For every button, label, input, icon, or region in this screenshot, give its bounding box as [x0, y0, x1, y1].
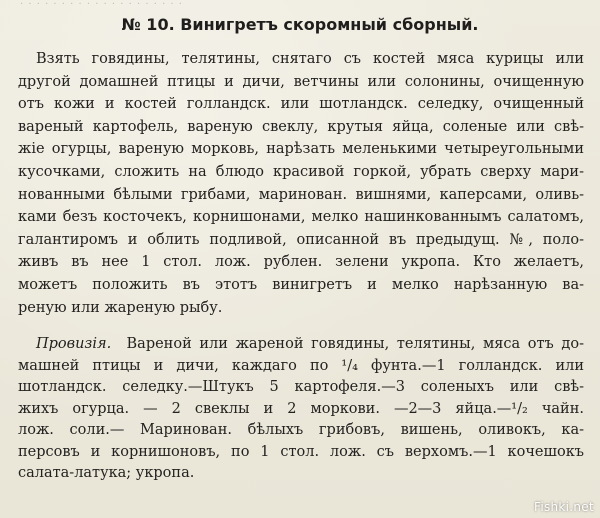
- text-line: живъ въ нее 1 стол. лож. рублен. зелени укропа. Кто желаетъ,: [18, 254, 584, 271]
- text-line: шотландск. селедку.—Штукъ 5 картофеля.—3 соленыхъ или свѣ-: [18, 379, 584, 395]
- text-line: отъ кожи и костей голландск. или шотландск. селедку, очищенный: [18, 96, 584, 113]
- text-line: салата-латука; укропа.: [18, 465, 195, 481]
- bleed-through-text: · · · · · · · · · · · · · · · · · · · ·: [20, 0, 183, 10]
- recipe-paragraph: [18, 48, 584, 319]
- text-line: кусочками, сложить на блюдо красивой горкой, убрать сверху мари-: [18, 163, 584, 180]
- text-line: лож. соли.— Маринован. бѣлыхъ грибовъ, вишень, оливокъ, ка-: [18, 422, 584, 438]
- text-line: машней птицы и дичи, каждаго по ¹/₄ фунта.—1 голландск. или: [18, 357, 584, 374]
- text-line: жіе огурцы, вареную морковь, нарѣзать меленькими четыреугольными: [18, 141, 584, 158]
- text-line: жихъ огурца. — 2 свеклы и 2 моркови. —2—3 яйца.—¹/₂ чайн.: [18, 400, 584, 417]
- text-line: нованными бѣлыми грибами, маринован. вишнями, каперсами, оливь-: [18, 186, 584, 203]
- text-line: персовъ и корнишоновъ, по 1 стол. лож. съ верхомъ.—1 кочешокъ: [18, 443, 584, 460]
- provisions-line-text: Вареной или жареной говядины, телятины, мяса отъ до-: [126, 336, 584, 352]
- provisions-label: Провизія.: [36, 336, 112, 352]
- text-line: галантиромъ и облить подливой, описанной въ предыдущ. №, поло-: [18, 231, 584, 248]
- provisions-paragraph: [18, 334, 584, 485]
- recipe-title: № 10. Винигретъ скоромный сборный.: [121, 15, 479, 34]
- text-line: другой домашней птицы и дичи, ветчины или солонины, очищенную: [18, 73, 584, 90]
- text-line: реную или жареную рыбу.: [18, 299, 223, 316]
- text-line: Взять говядины, телятины, снятаго съ костей мяса курицы или: [36, 51, 584, 67]
- text-line: ками безъ косточекъ, корнишонами, мелко нашинкованнымъ салатомъ,: [18, 209, 584, 226]
- provisions-first-line: [18, 334, 584, 356]
- watermark-logo: Fishki.net: [533, 500, 594, 514]
- text-line: можетъ положить въ этотъ винигретъ и мелко нарѣзанную ва-: [18, 276, 584, 293]
- text-line: вареный картофель, вареную свеклу, крутыя яйца, соленые или свѣ-: [18, 118, 584, 135]
